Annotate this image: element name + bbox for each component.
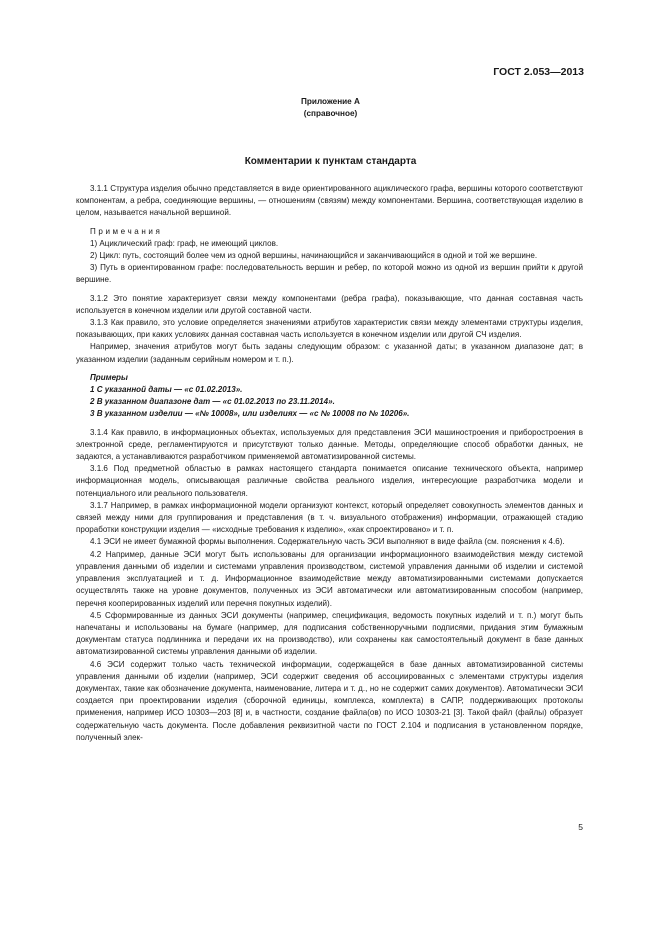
paragraph-4-5: 4.5 Сформированные из данных ЭСИ документы (например, спецификация, ведомость покупных изделий и т. п.) могут быть напечатаны и использованы на бумаге (например, для подписания собственноручными подписями, придания этим бумажным документам статуса подлинника и передачи их на производство), или сохранены как самостоятельный документ в базе данных автоматизированной системы управления данными об изделии. [76, 610, 583, 657]
example-2: 2 В указанном диапазоне дат — «с 01.02.2013 по 23.11.2014». [90, 397, 335, 407]
appendix-subtitle: (справочное) [303, 109, 358, 118]
examples-heading: Примеры [90, 372, 128, 382]
note-3: 3) Путь в ориентированном графе: последовательность вершин и ребер, по которой можно из одной из вершин прийти к другой вершине. [76, 263, 583, 285]
paragraph-3-1-6: 3.1.6 Под предметной областью в рамках настоящего стандарта понимается описание технического объекта, например информационная модель, описывающая различные свойства реального изделия, интересующие разработчика модели и потенциального или реального пользователя. [76, 464, 583, 498]
paragraph-4-1: 4.1 ЭСИ не имеет бумажной формы выполнения. Содержательную часть ЭСИ выполняют в виде файла (см. пояснения к 4.6). [90, 537, 565, 547]
example-3: 3 В указанном изделии — «№ 10008», или изделиях — «с № 10008 по № 10206». [90, 409, 410, 419]
note-2: 2) Цикл: путь, состоящий более чем из одной вершины, начинающийся и заканчивающийся в одной и той же вершине. [90, 251, 538, 261]
paragraph-4-2: 4.2 Например, данные ЭСИ могут быть использованы для организации информационного взаимодействия между системой управления данными об изделии и системами управления производством, системой управления данными об изделии и системой управления эксплуатацией и т. д. Информационное взаимодействие между автоматизированными системами допускается осуществлять также на уровне документов, полученных из ЭСИ автоматически или автоматизированным способом (например, перечня кооперированных изделий или перечня покупных изделий). [76, 549, 583, 608]
document-body [76, 183, 583, 744]
paragraph-3-1-3-example: Например, значения атрибутов могут быть заданы следующим образом: с указанной даты; в указанном диапазоне дат; в указанном изделии (заданным серийным номером и т. п.). [76, 342, 583, 364]
paragraph-3-1-3: 3.1.3 Как правило, это условие определяется значениями атрибутов характеристик связи между элементами структуры изделия, показывающих, при каких условиях данная составная часть используется в конечном изделии или другой СЧ изделия. [76, 318, 583, 340]
paragraph-3-1-7: 3.1.7 Например, в рамках информационной модели организуют контекст, который определяет совокупность элементов данных и связей между ними для группирования и представления (в т. ч. визуального отображения) информации, отражающей стадию проработки конструкции изделия — «исходные требования к изделию», «как спроектировано» и т. п. [76, 500, 583, 535]
paragraph-3-1-1: 3.1.1 Структура изделия обычно представляется в виде ориентированного ациклического графа, вершины которого соответствуют компонентам, а ребра, соединяющие вершины, — отношениям (связям) между компонентами. Вершина, соответствующая изделию в целом, называется начальной вершиной. [76, 184, 583, 218]
notes-heading: Примечания [90, 226, 163, 236]
page-number: 5 [578, 822, 583, 832]
paragraph-4-6: 4.6 ЭСИ содержит только часть технической информации, содержащейся в базе данных автоматизированной системы управления данными об изделии (например, ЭСИ содержит сведения об ассоциированных с элементами структуры изделия документах, такие как обозначение документа, наименование, литера и т. д., но не содержит самих документов). Автоматически ЭСИ создается при проектировании изделия (сборочной единицы, комплекса, комплекта) в САПР, поддерживающих протоколы применения, например ИСО 10303—203 [8] и, в частности, создание файла(ов) по ИСО 10303-21 [3]. Такой файл (файлы) образует содержательную часть документа. После добавления реквизитной части по ГОСТ 2.104 и подписания в установленном порядке, полученный элек- [76, 659, 583, 742]
appendix-title: Приложение А [301, 97, 360, 106]
example-1: 1 С указанной даты — «с 01.02.2013». [90, 385, 243, 395]
paragraph-3-1-2: 3.1.2 Это понятие характеризует связи между компонентами (ребра графа), показывающие, что данная составная часть используется в конечном изделии или другой составной части. [76, 293, 583, 315]
paragraph-3-1-4: 3.1.4 Как правило, в информационных объектах, используемых для представления ЭСИ машиностроения и приборостроения в электронной среде, регламентируются и присутствуют только данные. Методы, определяющие способ обработки данных, не задаются, а устанавливаются разработчиком применяемой автоматизированной системы. [76, 427, 583, 462]
section-title: Комментарии к пунктам стандарта [244, 156, 417, 167]
note-1: 1) Ациклический граф: граф, не имеющий циклов. [90, 238, 279, 248]
standard-designation: ГОСТ 2.053—2013 [493, 66, 584, 78]
